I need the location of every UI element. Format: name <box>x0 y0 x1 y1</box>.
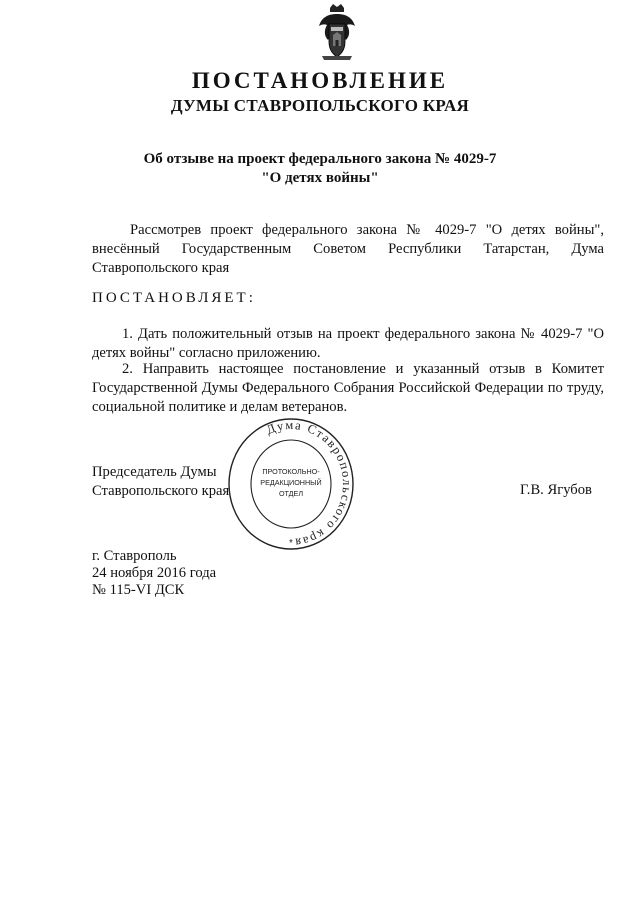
signatory-position-line-2: Ставропольского края <box>92 483 230 499</box>
decree-item-1: 1. Дать положительный отзыв на проект федерального закона № 4029-7 "О детях войны" согласно приложению. <box>92 326 604 361</box>
stamp-inner-line-3: ОТДЕЛ <box>278 489 304 498</box>
footer-number: № 115-VI ДСК <box>92 582 185 598</box>
footer-city: г. Ставрополь <box>92 548 177 564</box>
stavropol-coat-of-arms-icon <box>316 2 358 62</box>
subject-line-1: Об отзыве на проект федерального закона № 4029-7 <box>143 151 497 167</box>
decree-item-2: 2. Направить настоящее постановление и указанный отзыв в Комитет Государственной Думы Федерального Собрания Российской Федерации по труду, социальной политике и делам ветеранов. <box>92 361 604 415</box>
stamp-inner-line-2: РЕДАКЦИОННЫЙ <box>260 478 322 487</box>
intro-paragraph: Рассмотрев проект федерального закона № 4029-7 "О детях войны", внесённый Государственным Советом Республики Татарстан, Дума Ставропольского края <box>92 222 604 276</box>
document-footer <box>92 548 216 599</box>
stamp-inner-line-1: ПРОТОКОЛЬНО- <box>262 467 320 476</box>
footer-date: 24 ноября 2016 года <box>92 565 217 581</box>
document-subject <box>0 150 640 188</box>
stamp-star-icon: * <box>289 538 293 549</box>
decree-word: ПОСТАНОВЛЯЕТ: <box>92 290 256 306</box>
stamp-ring-text: Дума Ставропольского края <box>264 417 355 550</box>
signatory-position-line-1: Председатель Думы <box>92 464 217 480</box>
signatory-position <box>92 463 229 501</box>
document-title: ПОСТАНОВЛЕНИЕ <box>191 68 449 93</box>
document-subtitle: ДУМЫ СТАВРОПОЛЬСКОГО КРАЯ <box>170 96 470 115</box>
subject-line-2: "О детях войны" <box>261 170 379 186</box>
official-stamp <box>226 414 356 554</box>
signatory-name: Г.В. Ягубов <box>520 482 592 498</box>
